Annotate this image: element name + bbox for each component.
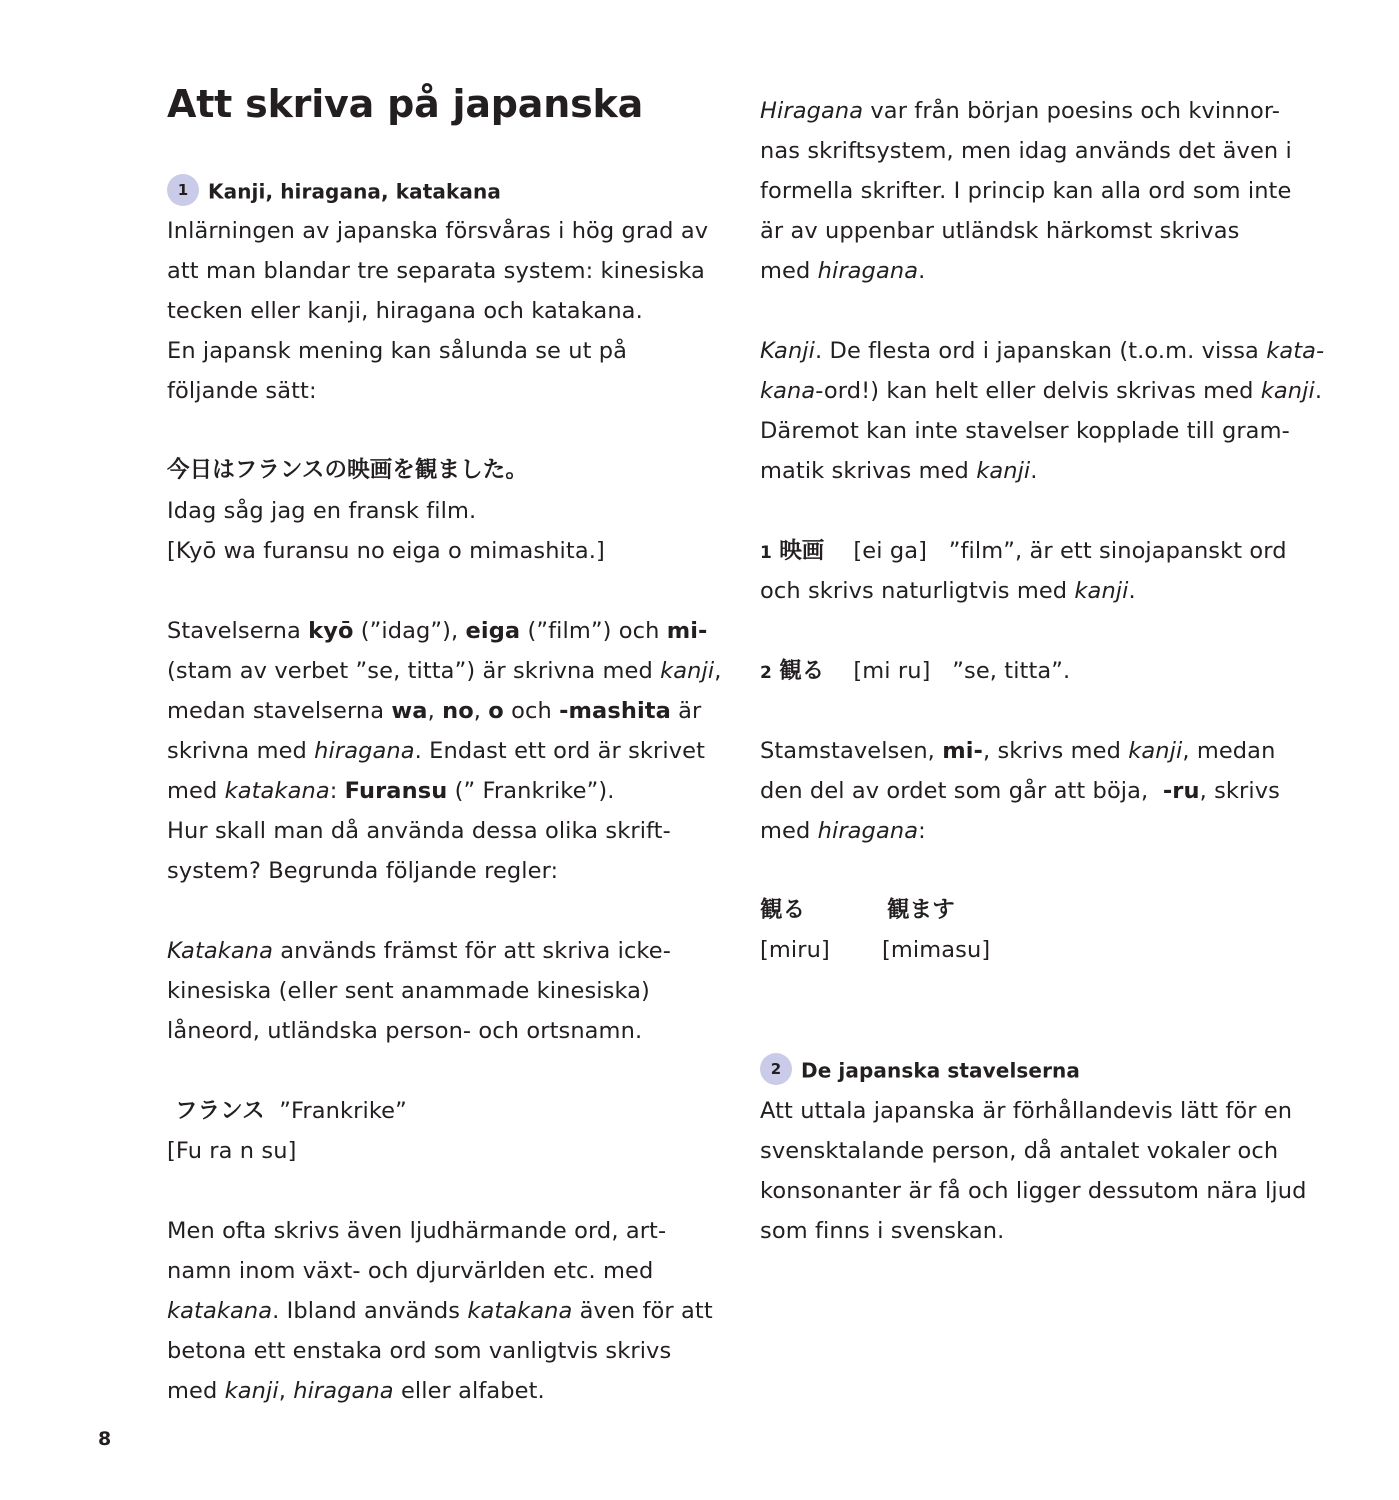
text-run: , medan (1182, 738, 1276, 764)
text-run: och (503, 698, 560, 724)
italic-term: hiragana (817, 258, 919, 284)
text-run: (”film”) och (520, 618, 667, 644)
italic-term: hiragana (293, 1378, 394, 1404)
bold-term: -mashita (559, 698, 671, 724)
text-run: även för att (572, 1298, 713, 1324)
text-run: . (1128, 578, 1136, 604)
hiragana-rule-line-4: är av uppenbar utländsk härkomst skrivas (760, 218, 1240, 244)
text-run: med (167, 1378, 225, 1404)
text-run: . (918, 258, 926, 284)
text-run: var från början poesins och kvinnor- (863, 98, 1280, 124)
italic-term: kanji (660, 658, 715, 684)
text-run: : (329, 778, 345, 804)
text-run: med (760, 818, 818, 844)
intro-line: följande sätt: (167, 378, 317, 404)
bold-term: kyō (308, 618, 354, 644)
hiragana-rule-line-2: nas skriftsystem, men idag används det även i (760, 138, 1292, 164)
hiragana-rule-line-3: formella skrifter. I princip kan alla ord som inte (760, 178, 1292, 204)
stavelser-line-3 (167, 696, 701, 726)
section-1-heading-text: Kanji, hiragana, katakana (208, 179, 501, 204)
text-run: -ord!) kan helt eller delvis skrivas med (815, 378, 1261, 404)
italic-term: kanji (1074, 578, 1129, 604)
text-run: , skrivs med (982, 738, 1129, 764)
text-run: Stamstavelsen, (760, 738, 943, 764)
section-2-line: svensktalande person, då antalet vokaler och (760, 1138, 1279, 1164)
bold-term: -ru (1162, 778, 1200, 804)
example-1-line-2 (760, 576, 1136, 606)
example-swedish-translation: Idag såg jag en fransk film. (167, 498, 477, 524)
section-2-line: Att uttala japanska är förhållandevis lätt för en (760, 1098, 1293, 1124)
italic-term: kanji (976, 458, 1031, 484)
section-2-line: som finns i svenskan. (760, 1218, 1005, 1244)
intro-line: tecken eller kanji, hiragana och katakana. (167, 298, 643, 324)
italic-term: katakana (167, 1298, 273, 1324)
text-run: används främst för att skriva icke- (273, 938, 671, 964)
verb-form-1-japanese: 観る (760, 897, 806, 923)
section-1-number-badge: 1 (167, 174, 199, 206)
stavelser-line-1 (167, 616, 707, 646)
section-2-number-badge: 2 (760, 1053, 792, 1085)
italic-term: hiragana (314, 738, 415, 764)
intro-line: att man blandar tre separata system: kinesiska (167, 258, 705, 284)
italic-term: katakana (467, 1298, 573, 1324)
hiragana-rule-line-5 (760, 256, 925, 286)
page-number: 8 (98, 1428, 112, 1450)
example-1-line-1 (760, 536, 1287, 568)
example-number: 2 (760, 663, 772, 683)
text-run: . (1030, 458, 1038, 484)
text-run: med (760, 258, 818, 284)
onomatopoeia-line-3 (167, 1296, 713, 1326)
text-run: den del av ordet som går att böja, (760, 778, 1163, 804)
section-2-heading (760, 1055, 1080, 1087)
japanese-word: フランス (175, 1098, 265, 1124)
text-run: skrivna med (167, 738, 315, 764)
italic-term: katakana (224, 778, 330, 804)
text-run: eller alfabet. (393, 1378, 545, 1404)
stavelser-line-4 (167, 736, 705, 766)
italic-term: Katakana (167, 938, 274, 964)
kanji-rule-line-1 (760, 336, 1324, 366)
text-run: Stavelserna (167, 618, 309, 644)
page-title: Att skriva på japanska (167, 82, 644, 126)
italic-term: kata- (1266, 338, 1325, 364)
bold-term: no (442, 698, 474, 724)
example-romaji: [Kyō wa furansu no eiga o mimashita.] (167, 538, 605, 564)
stavelser-line-5 (167, 776, 614, 806)
kanji-rule-line-4 (760, 456, 1038, 486)
verb-form-1-romaji: [miru] (760, 937, 830, 963)
onomatopoeia-line-1: Men ofta skrivs även ljudhärmande ord, art- (167, 1218, 667, 1244)
furansu-example (175, 1096, 407, 1126)
text-run: med (167, 778, 225, 804)
japanese-word: 映画 (779, 538, 825, 564)
text-run: [mi ru] ”se, titta”. (824, 658, 1071, 684)
example-number: 1 (760, 543, 772, 563)
katakana-rule-line-1 (167, 936, 671, 966)
text-run: . (1314, 378, 1323, 404)
text-run: (”idag”), (353, 618, 466, 644)
kanji-rule-line-3: Däremot kan inte stavelser kopplade till gram- (760, 418, 1290, 444)
bold-term: eiga (465, 618, 521, 644)
bold-term: mi- (666, 618, 708, 644)
furansu-romaji: [Fu ra n su] (167, 1138, 297, 1164)
text-run: : (918, 818, 926, 844)
text-run: och skrivs naturligtvis med (760, 578, 1075, 604)
example-2-line (760, 656, 1070, 688)
stem-line-2 (760, 776, 1280, 806)
onomatopoeia-line-2: namn inom växt- och djurvärlden etc. med (167, 1258, 654, 1284)
text-run: [ei ga] ”film”, är ett sinojapanskt ord (824, 538, 1287, 564)
italic-term: kanji (224, 1378, 279, 1404)
text-run: . De flesta ord i japanskan (t.o.m. vissa (815, 338, 1267, 364)
example-japanese-sentence: 今日はフランスの映画を観ました。 (167, 457, 528, 483)
italic-term: Kanji (760, 338, 816, 364)
bold-term: o (488, 698, 504, 724)
section-1-heading (167, 176, 501, 208)
stavelser-line-6: Hur skall man då använda dessa olika skrift- (167, 818, 671, 844)
text-run: , (473, 698, 489, 724)
katakana-rule-line-3: låneord, utländska person- och ortsnamn. (167, 1018, 643, 1044)
text-run: (stam av verbet ”se, titta”) är skrivna med (167, 658, 661, 684)
italic-term: kanji (1260, 378, 1315, 404)
italic-term: kanji (1128, 738, 1183, 764)
italic-term: hiragana (817, 818, 919, 844)
text-run: , (427, 698, 443, 724)
text-run: . Ibland används (272, 1298, 468, 1324)
text-run: (” Frankrike”). (447, 778, 615, 804)
stem-line-3 (760, 816, 926, 846)
section-2-heading-text: De japanska stavelserna (801, 1058, 1080, 1083)
text-run: , (278, 1378, 294, 1404)
text-run: , skrivs (1199, 778, 1280, 804)
gloss: ”Frankrike” (279, 1098, 407, 1124)
kanji-rule-line-2 (760, 376, 1322, 406)
japanese-word: 観る (779, 658, 825, 684)
onomatopoeia-line-5 (167, 1376, 545, 1406)
text-run: medan stavelserna (167, 698, 392, 724)
stavelser-line-2 (167, 656, 721, 686)
text-run: , (714, 658, 722, 684)
intro-line: Inlärningen av japanska försvåras i hög grad av (167, 218, 709, 244)
hiragana-rule-line-1 (760, 96, 1280, 126)
text-run: . Endast ett ord är skrivet (414, 738, 706, 764)
stem-line-1 (760, 736, 1275, 766)
bold-term: mi- (942, 738, 983, 764)
katakana-rule-line-2: kinesiska (eller sent anammade kinesiska) (167, 978, 650, 1004)
italic-term: Hiragana (760, 98, 864, 124)
text-run: är (670, 698, 702, 724)
verb-form-2-japanese: 観ます (887, 897, 955, 923)
section-2-line: konsonanter är få och ligger dessutom nära ljud (760, 1178, 1307, 1204)
verb-form-2-romaji: [mimasu] (882, 937, 991, 963)
bold-term: wa (391, 698, 428, 724)
italic-term: kana (760, 378, 816, 404)
bold-term: Furansu (344, 778, 448, 804)
intro-line: En japansk mening kan sålunda se ut på (167, 338, 628, 364)
onomatopoeia-line-4: betona ett enstaka ord som vanligtvis skrivs (167, 1338, 672, 1364)
text-run: matik skrivas med (760, 458, 977, 484)
stavelser-line-7: system? Begrunda följande regler: (167, 858, 559, 884)
